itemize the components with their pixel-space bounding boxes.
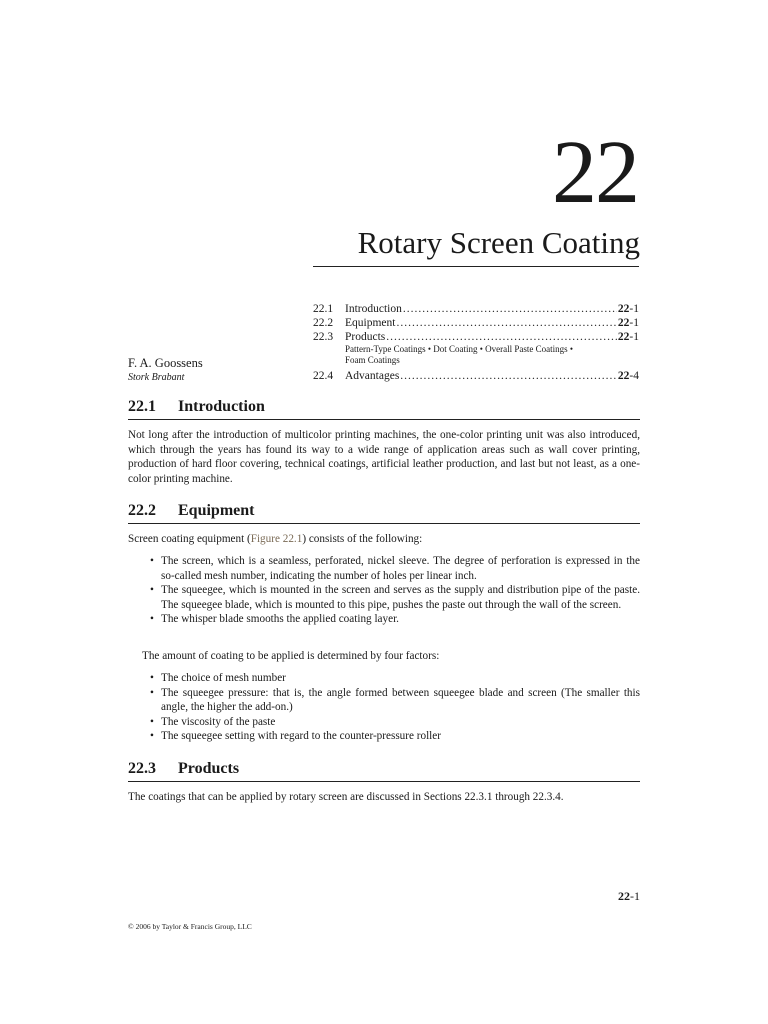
- toc-subentries: Pattern-Type Coatings • Dot Coating • Overall Paste Coatings •: [345, 344, 574, 354]
- toc-entry[interactable]: [313, 330, 639, 344]
- toc-entry-page: 22-4: [617, 370, 639, 382]
- list-item: • The choice of mesh number: [150, 672, 286, 684]
- bullet: •: [150, 584, 154, 596]
- factors-list: [150, 671, 640, 744]
- equipment-list: [150, 554, 640, 627]
- toc-leader: [386, 330, 617, 344]
- toc-leader: [400, 369, 617, 383]
- toc-entry-title: Equipment: [345, 317, 396, 329]
- page-number: 22-1: [618, 889, 640, 903]
- copyright-notice: © 2006 by Taylor & Francis Group, LLC: [128, 922, 252, 931]
- bullet: •: [150, 715, 154, 728]
- section-title: Equipment: [178, 502, 255, 519]
- list-item: • The squeegee setting with regard to the counter-pressure roller: [150, 730, 441, 742]
- list-item: • The squeegee pressure: that is, the angle formed between squeegee blade and screen (The smaller this angle, the higher the add-on.): [150, 686, 640, 713]
- equipment-intro: Screen coating equipment (Figure 22.1) consists of the following:: [128, 533, 423, 545]
- toc-entry-title: Advantages: [345, 370, 400, 382]
- toc-entry-number: 22.2: [313, 317, 334, 329]
- section-number: 22.3: [128, 760, 156, 777]
- section-rule: [128, 419, 640, 420]
- section-title: Products: [178, 760, 240, 777]
- toc-entry-title: Introduction: [345, 303, 402, 315]
- section-heading-products: [128, 759, 640, 779]
- toc-entry-title: Products: [345, 331, 386, 343]
- toc-entry-number: 22.4: [313, 370, 334, 382]
- toc-entry-number: 22.3: [313, 331, 334, 343]
- bullet: •: [150, 555, 154, 567]
- toc-leader: [396, 316, 616, 330]
- products-paragraph: The coatings that can be applied by rotary screen are discussed in Sections 22.3.1 through 22.3.4.: [128, 791, 564, 803]
- introduction-paragraph: Not long after the introduction of multicolor printing machines, the one-color printing unit was also introduced, which through the years has found its way to a wide range of application areas such as wall cover printing, production of hard floor covering, technical coatings, artificial leather production, and last but not least, as a one-color printing machine.: [128, 429, 640, 485]
- toc-entry[interactable]: [313, 316, 639, 330]
- section-heading-introduction: [128, 397, 640, 417]
- toc-entry[interactable]: [313, 369, 639, 383]
- toc-entry-page: 22-1: [617, 331, 639, 343]
- bullet: •: [150, 672, 154, 684]
- chapter-number: 22: [552, 123, 638, 222]
- section-title: Introduction: [178, 398, 265, 415]
- title-rule: [313, 266, 639, 267]
- list-item: • The whisper blade smooths the applied coating layer.: [150, 613, 399, 625]
- figure-link[interactable]: Figure 22.1: [250, 533, 303, 545]
- toc-subentries: Foam Coatings: [345, 355, 400, 365]
- author-name: F. A. Goossens: [128, 356, 203, 370]
- toc-entry[interactable]: [313, 302, 639, 316]
- toc-leader: [403, 302, 617, 316]
- bullet: •: [150, 686, 154, 699]
- list-item: • The viscosity of the paste: [150, 715, 276, 728]
- chapter-toc: [313, 302, 639, 383]
- section-heading-equipment: [128, 501, 640, 521]
- bullet: •: [150, 613, 154, 625]
- bullet: •: [150, 730, 154, 742]
- section-rule: [128, 781, 640, 782]
- toc-entry-number: 22.1: [313, 303, 334, 315]
- author-affiliation: Stork Brabant: [128, 372, 185, 383]
- section-number: 22.1: [128, 398, 156, 415]
- toc-entry-page: 22-1: [617, 317, 639, 329]
- section-rule: [128, 523, 640, 524]
- toc-entry-page: 22-1: [617, 303, 639, 315]
- chapter-title: Rotary Screen Coating: [357, 225, 640, 260]
- list-item: • The screen, which is a seamless, perforated, nickel sleeve. The degree of perforation is expressed in the so-called mesh number, indicating the number of holes per linear inch.: [150, 555, 640, 582]
- factors-intro: The amount of coating to be applied is determined by four factors:: [142, 650, 440, 662]
- section-number: 22.2: [128, 502, 156, 519]
- list-item: • The squeegee, which is mounted in the screen and serves as the supply and distribution pipe of the paste. The squeegee blade, which is mounted to this pipe, pushes the paste out through the wall of the screen.: [150, 584, 640, 611]
